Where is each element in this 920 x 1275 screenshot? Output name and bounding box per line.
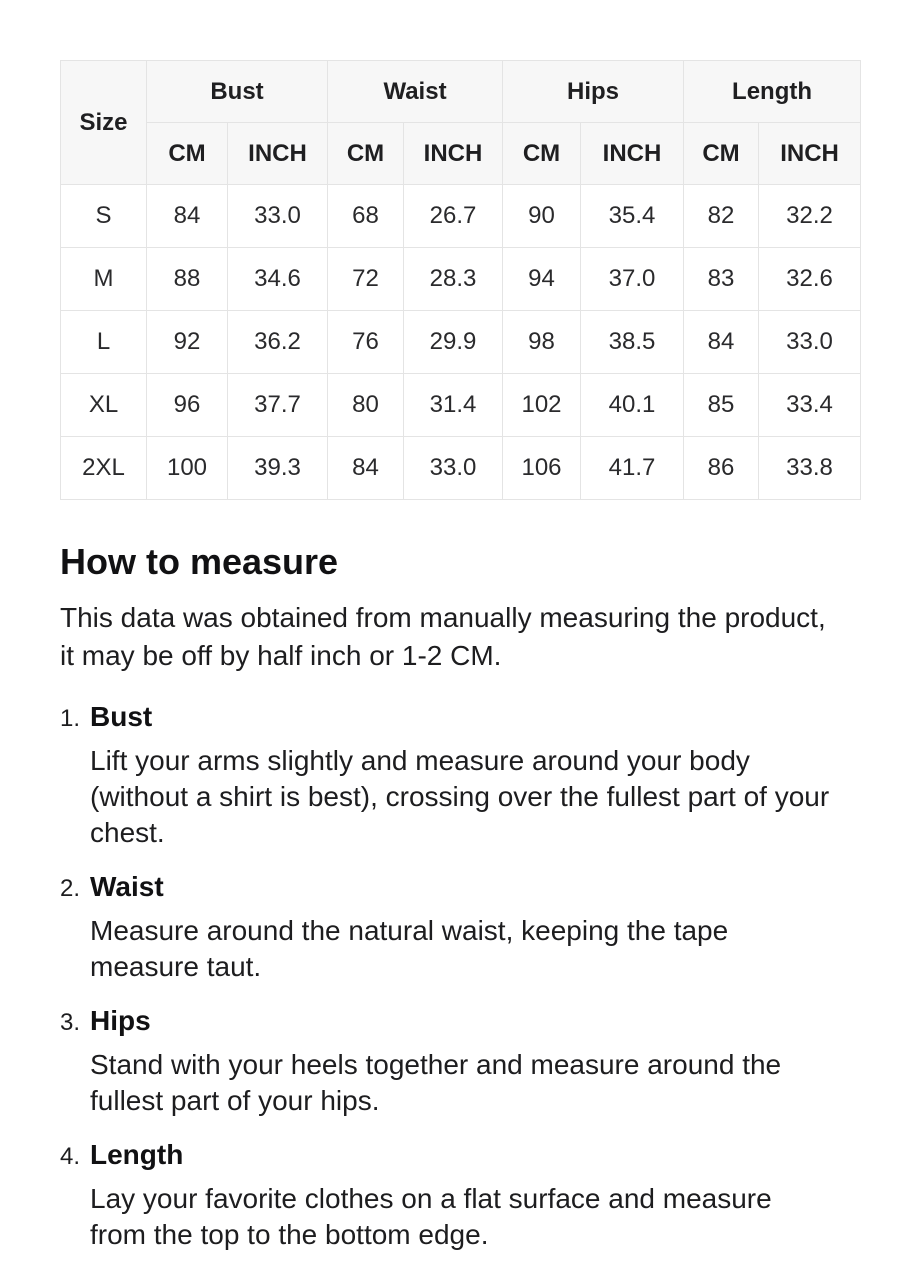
hips-inch-cell: 41.7 [581,437,684,500]
hips-inch-cell: 38.5 [581,311,684,374]
bust-cm-cell: 84 [147,185,228,248]
bust-inch-cell: 33.0 [228,185,328,248]
waist-cm-cell: 72 [328,248,404,311]
size-cell: M [61,248,147,311]
size-chart-table [60,60,861,500]
waist-cm-cell: 80 [328,374,404,437]
step-heading [60,1005,860,1037]
list-item [60,701,860,851]
bust-inch-cell: 36.2 [228,311,328,374]
step-term-bust: Bust [90,701,153,733]
step-heading [60,871,860,903]
step-term-waist: Waist [90,871,164,903]
step-term-hips: Hips [90,1005,151,1037]
bust-cm-cell: 100 [147,437,228,500]
waist-inch-header: INCH [404,123,503,185]
waist-cm-cell: 76 [328,311,404,374]
size-chart-body [61,185,861,500]
table-row [61,311,861,374]
hips-inch-cell: 37.0 [581,248,684,311]
length-inch-header: INCH [759,123,861,185]
length-inch-cell: 33.0 [759,311,861,374]
bust-cm-cell: 92 [147,311,228,374]
size-column-header: Size [61,61,147,185]
waist-cm-header: CM [328,123,404,185]
waist-inch-cell: 26.7 [404,185,503,248]
hips-inch-cell: 40.1 [581,374,684,437]
length-inch-cell: 32.6 [759,248,861,311]
waist-group-header: Waist [328,61,503,123]
waist-inch-cell: 29.9 [404,311,503,374]
table-row [61,437,861,500]
length-inch-cell: 33.8 [759,437,861,500]
how-to-measure-intro: This data was obtained from manually measuring the product, it may be off by half inch or 1-2 CM. [60,602,826,672]
length-inch-cell: 33.4 [759,374,861,437]
step-number: 3. [60,1009,81,1037]
size-cell: S [61,185,147,248]
size-cell: L [61,311,147,374]
size-cell: 2XL [61,437,147,500]
how-to-measure-title: How to measure [60,541,339,582]
bust-inch-cell: 37.7 [228,374,328,437]
bust-inch-cell: 34.6 [228,248,328,311]
step-term-length: Length [90,1139,184,1171]
step-heading [60,1139,860,1171]
hips-cm-cell: 90 [503,185,581,248]
waist-inch-cell: 28.3 [404,248,503,311]
waist-cm-cell: 68 [328,185,404,248]
length-cm-cell: 86 [684,437,759,500]
length-cm-cell: 82 [684,185,759,248]
bust-cm-cell: 88 [147,248,228,311]
size-chart-header [61,61,861,185]
step-number: 4. [60,1143,81,1171]
bust-inch-cell: 39.3 [228,437,328,500]
list-item [60,1005,860,1119]
table-row [61,248,861,311]
hips-inch-header: INCH [581,123,684,185]
step-description: Measure around the natural waist, keeping the tape measure taut. [90,915,729,983]
step-description: Lay your favorite clothes on a flat surface and measure from the top to the bottom edge. [90,1183,772,1251]
bust-group-header: Bust [147,61,328,123]
table-row [61,185,861,248]
length-cm-header: CM [684,123,759,185]
bust-cm-cell: 96 [147,374,228,437]
step-description: Stand with your heels together and measure around the fullest part of your hips. [90,1049,782,1117]
step-number: 2. [60,875,81,903]
bust-cm-header: CM [147,123,228,185]
measure-steps-list [60,701,860,1253]
length-cm-cell: 85 [684,374,759,437]
table-row [61,374,861,437]
step-heading [60,701,860,733]
hips-cm-cell: 102 [503,374,581,437]
waist-cm-cell: 84 [328,437,404,500]
length-group-header: Length [684,61,861,123]
hips-cm-cell: 94 [503,248,581,311]
size-cell: XL [61,374,147,437]
length-cm-cell: 83 [684,248,759,311]
hips-cm-cell: 106 [503,437,581,500]
hips-cm-cell: 98 [503,311,581,374]
list-item [60,871,860,985]
list-item [60,1139,860,1253]
hips-inch-cell: 35.4 [581,185,684,248]
hips-group-header: Hips [503,61,684,123]
length-inch-cell: 32.2 [759,185,861,248]
bust-inch-header: INCH [228,123,328,185]
waist-inch-cell: 31.4 [404,374,503,437]
hips-cm-header: CM [503,123,581,185]
step-description: Lift your arms slightly and measure around your body (without a shirt is best), crossing over the fullest part of your chest. [90,745,830,849]
step-number: 1. [60,705,81,733]
length-cm-cell: 84 [684,311,759,374]
waist-inch-cell: 33.0 [404,437,503,500]
